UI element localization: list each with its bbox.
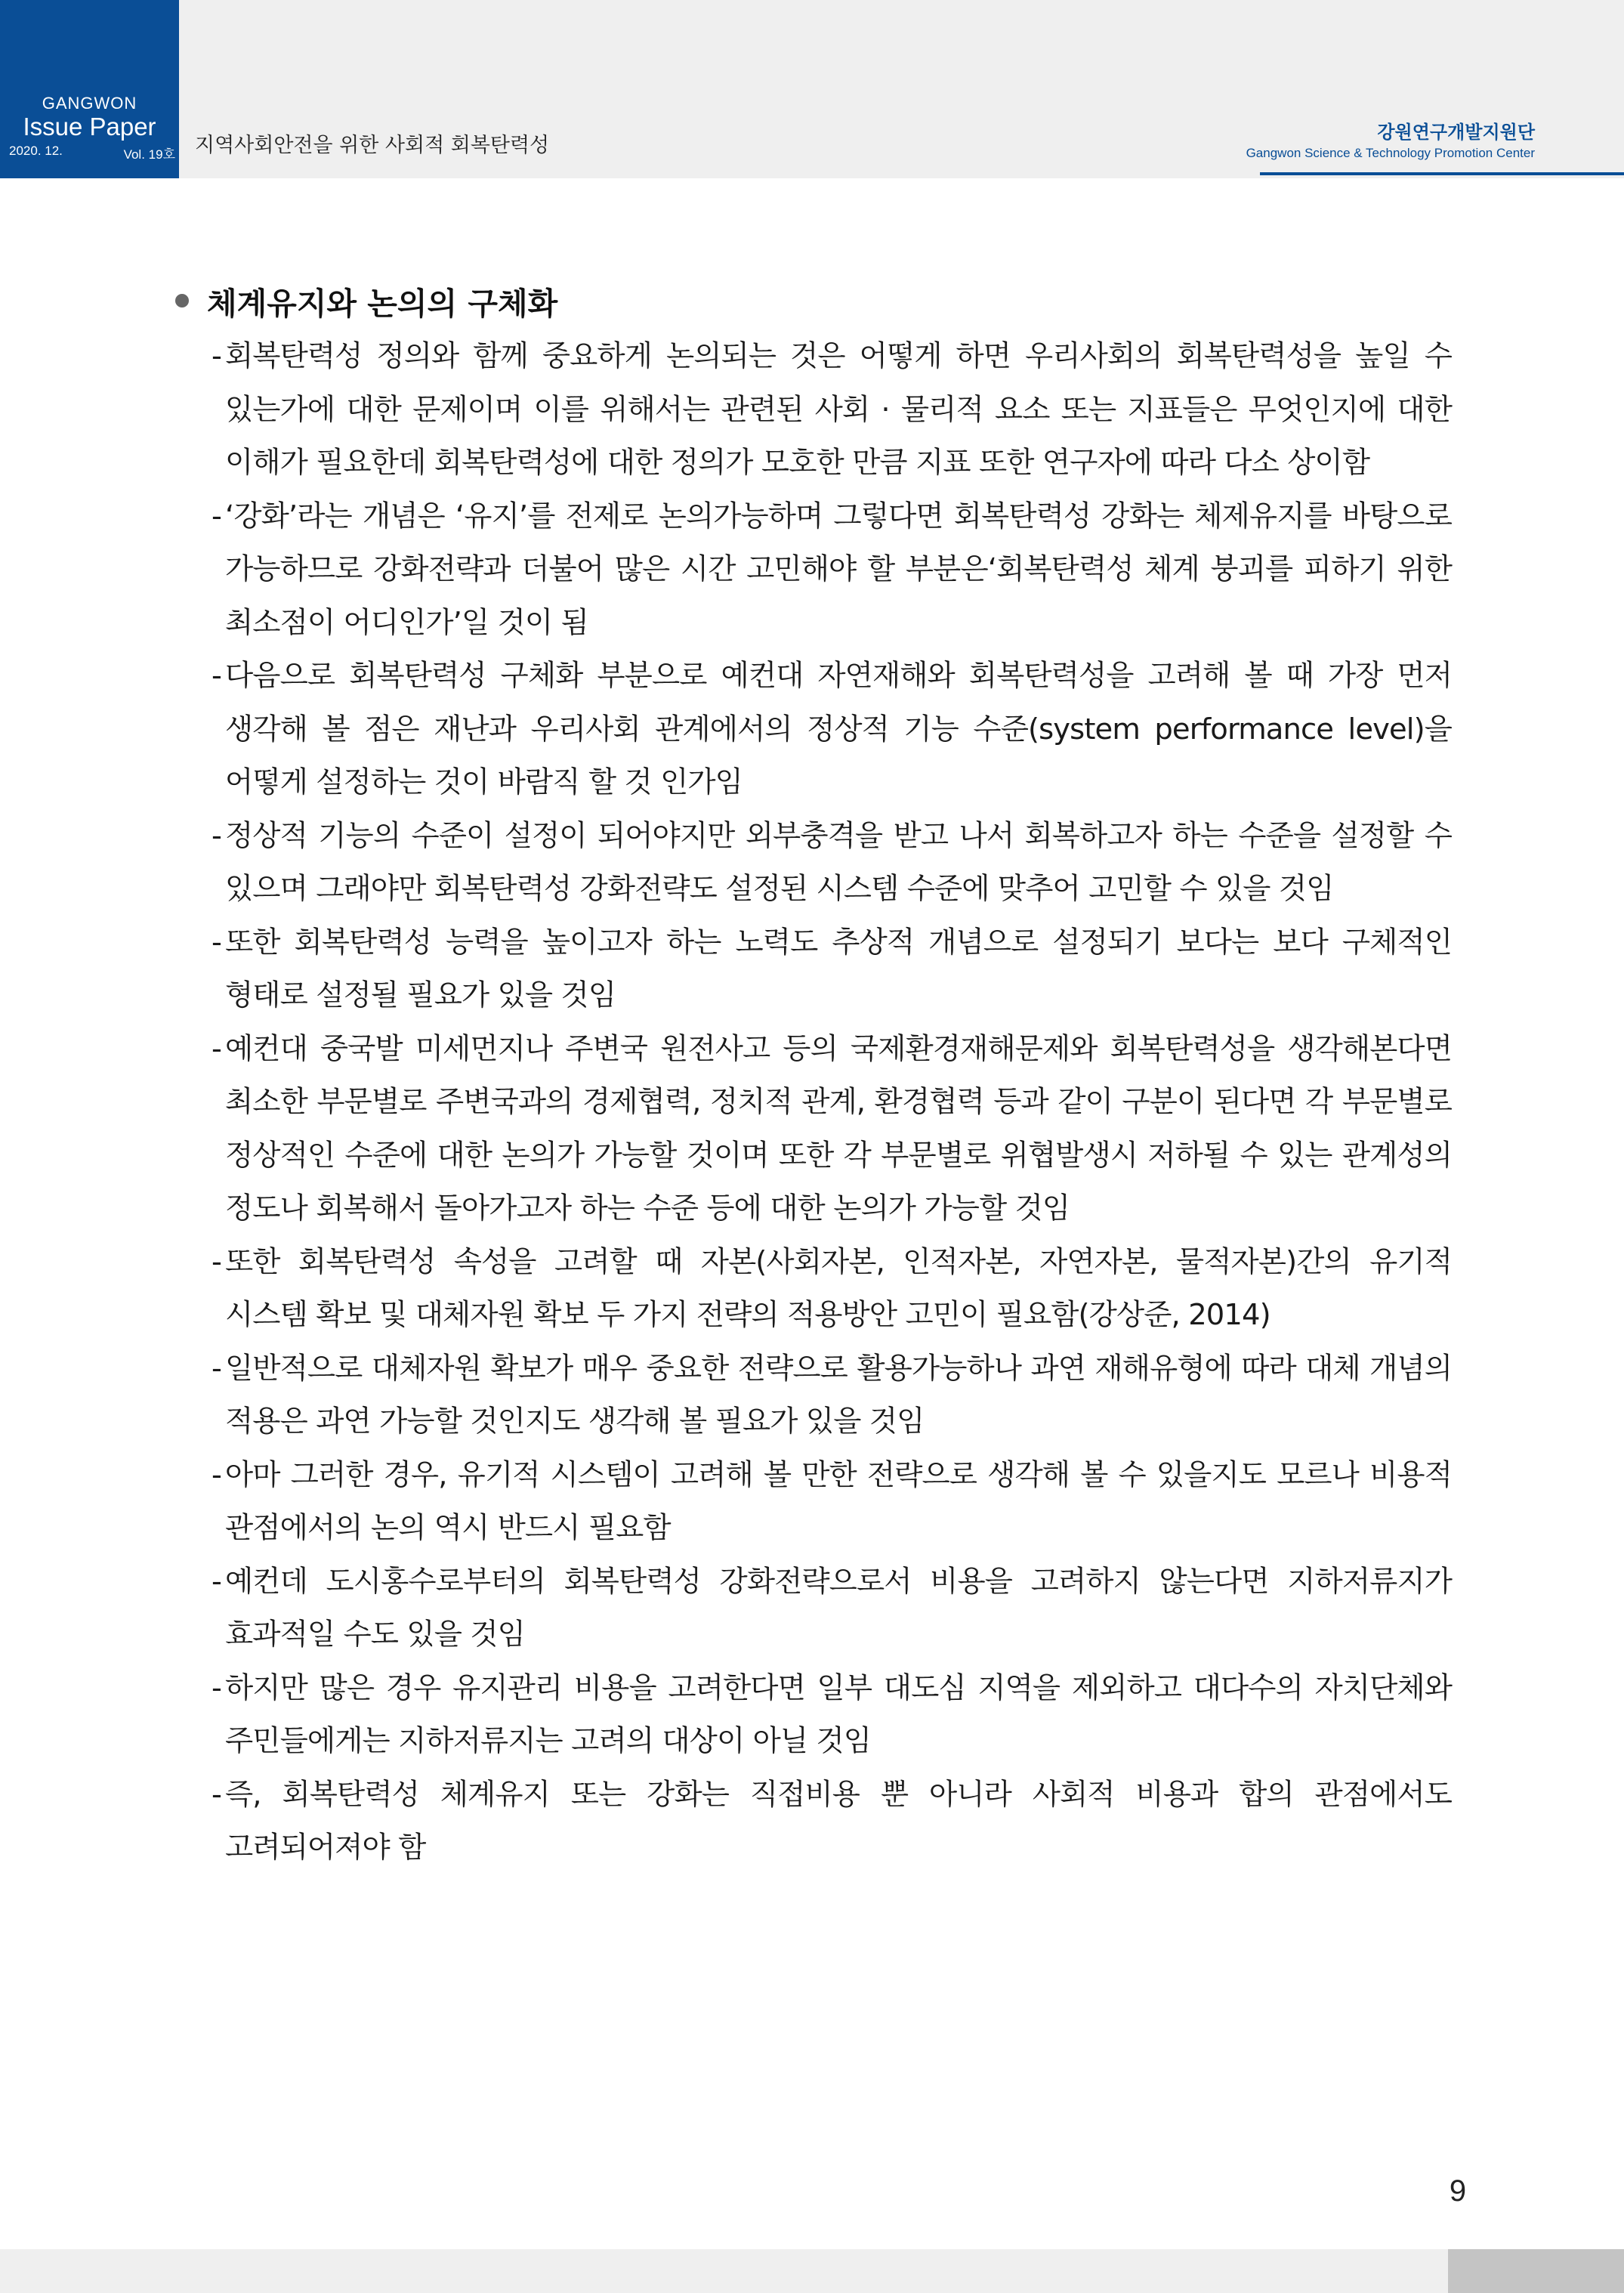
brand-issue-info <box>9 144 175 162</box>
list-item <box>175 330 1452 490</box>
dash-marker: - <box>211 925 221 960</box>
page-number: 9 <box>1449 2174 1467 2208</box>
issue-date: 2020. 12. <box>9 144 63 158</box>
list-item <box>175 1236 1452 1343</box>
issue-volume: Vol. 19호 <box>123 147 175 162</box>
page-header <box>0 0 1624 178</box>
organization-name-en: Gangwon Science & Technology Promotion Center <box>1246 146 1535 160</box>
list-item-text: 일반적으로 대체자원 확보가 매우 중요한 전략으로 활용가능하나 과연 재해유형에 따라 대체 개념의 적용은 과연 가능할 것인지도 생각해 볼 필요가 있을 것임 <box>225 1351 1452 1439</box>
list-item <box>175 1023 1452 1236</box>
list-item-text: 또한 회복탄력성 속성을 고려할 때 자본(사회자본, 인적자본, 자연자본, 물적자본)간의 유기적 시스템 확보 및 대체자원 확보 두 가지 전략의 적용방안 고민이 필요함(강상준, 2014) <box>225 1244 1452 1332</box>
brand-region: GANGWON <box>42 94 137 113</box>
footer-accent-block <box>1448 2249 1624 2293</box>
dash-marker: - <box>211 1351 221 1386</box>
section-heading-text: 체계유지와 논의의 구체화 <box>207 285 558 322</box>
footer-bar <box>0 2249 1448 2293</box>
list-item <box>175 1662 1452 1769</box>
list-item-text: 하지만 많은 경우 유지관리 비용을 고려한다면 일부 대도심 지역을 제외하고 대다수의 자치단체와 주민들에게는 지하저류지는 고려의 대상이 아닐 것임 <box>225 1670 1452 1758</box>
dash-marker: - <box>211 818 221 853</box>
list-item <box>175 1769 1452 1875</box>
content-section <box>175 277 1452 1875</box>
dash-marker: - <box>211 1031 221 1066</box>
list-item-text: 즉, 회복탄력성 체계유지 또는 강화는 직접비용 뿐 아니라 사회적 비용과 합의 관점에서도 고려되어져야 함 <box>225 1777 1452 1865</box>
list-item <box>175 490 1452 651</box>
dash-marker: - <box>211 1564 221 1599</box>
header-accent-rule <box>1260 172 1624 175</box>
list-item-text: 예컨데 도시홍수로부터의 회복탄력성 강화전략으로서 비용을 고려하지 않는다면 지하저류지가 효과적일 수도 있을 것임 <box>225 1564 1452 1652</box>
list-item <box>175 916 1452 1023</box>
list-item <box>175 650 1452 810</box>
list-item-text: 회복탄력성 정의와 함께 중요하게 논의되는 것은 어떻게 하면 우리사회의 회복탄력성을 높일 수 있는가에 대한 문제이며 이를 위해서는 관련된 사회 · 물리적 요소 또는 지표들은 무엇인지에 대한 이해가 필요한데 회복탄력성에 대한 정의가 모호한 만큼 지표 또한 연구자에 따라 다소 상이함 <box>225 339 1452 480</box>
section-heading <box>175 277 1452 324</box>
list-item-text: 아마 그러한 경우, 유기적 시스템이 고려해 볼 만한 전략으로 생각해 볼 수 있을지도 모르나 비용적 관점에서의 논의 역시 반드시 필요함 <box>225 1457 1452 1545</box>
organization-name: 강원연구개발지원단 <box>1377 122 1535 143</box>
dash-marker: - <box>211 659 221 693</box>
list-item <box>175 1556 1452 1662</box>
list-item <box>175 1449 1452 1556</box>
bullet-icon <box>175 294 189 307</box>
list-item-text: ‘강화’라는 개념은 ‘유지’를 전제로 논의가능하며 그렇다면 회복탄력성 강화는 체제유지를 바탕으로 가능하므로 강화전략과 더불어 많은 시간 고민해야 할 부분은‘회복탄력성 체계 붕괴를 피하기 위한 최소점이 어디인가’일 것이 됨 <box>225 499 1452 640</box>
dash-marker: - <box>211 499 221 533</box>
issue-paper-logo <box>0 0 179 178</box>
running-title: 지역사회안전을 위한 사회적 회복탄력성 <box>195 134 550 157</box>
list-item-text: 정상적 기능의 수준이 설정이 되어야지만 외부충격을 받고 나서 회복하고자 하는 수준을 설정할 수 있으며 그래야만 회복탄력성 강화전략도 설정된 시스템 수준에 맞추어 고민할 수 있을 것임 <box>225 818 1452 906</box>
dash-marker: - <box>211 1244 221 1279</box>
list-item-text: 다음으로 회복탄력성 구체화 부분으로 예컨대 자연재해와 회복탄력성을 고려해 볼 때 가장 먼저 생각해 볼 점은 재난과 우리사회 관계에서의 정상적 기능 수준(system performance level)을 어떻게 설정하는 것이 바람직 할 것 인가임 <box>225 659 1452 799</box>
list-item-text: 또한 회복탄력성 능력을 높이고자 하는 노력도 추상적 개념으로 설정되기 보다는 보다 구체적인 형태로 설정될 필요가 있을 것임 <box>225 925 1452 1012</box>
list-item-text: 예컨대 중국발 미세먼지나 주변국 원전사고 등의 국제환경재해문제와 회복탄력성을 생각해본다면 최소한 부문별로 주변국과의 경제협력, 정치적 관계, 환경협력 등과 같이 구분이 된다면 각 부문별로 정상적인 수준에 대한 논의가 가능할 것이며 또한 각 부문별로 위협발생시 저하될 수 있는 관계성의 정도나 회복해서 돌아가고자 하는 수준 등에 대한 논의가 가능할 것임 <box>225 1031 1452 1225</box>
dash-marker: - <box>211 1670 221 1705</box>
brand-title: Issue Paper <box>23 113 156 141</box>
dash-marker: - <box>211 1777 221 1812</box>
dash-marker: - <box>211 339 221 373</box>
list-item <box>175 1343 1452 1449</box>
dash-list <box>175 330 1452 1875</box>
dash-marker: - <box>211 1457 221 1492</box>
list-item <box>175 810 1452 916</box>
